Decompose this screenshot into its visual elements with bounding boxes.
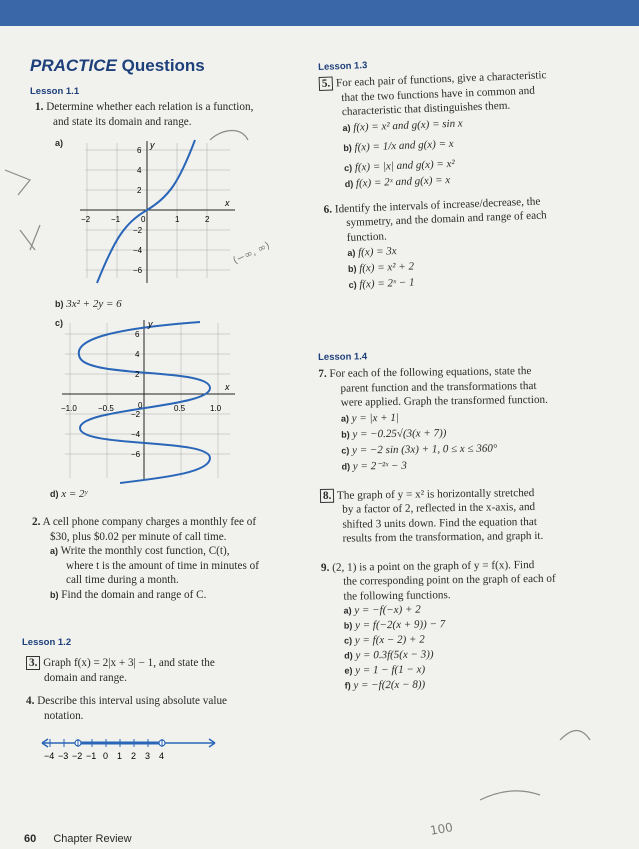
title-practice: PRACTICE: [30, 56, 117, 75]
tick-label: 0: [141, 215, 146, 224]
question-text-line: results from the transformation, and graph it.: [342, 529, 544, 545]
page-number: 60: [24, 833, 37, 845]
question-text-line: Determine whether each relation is a function,: [46, 101, 254, 113]
graph-a-y-label: y: [150, 140, 155, 150]
pencil-marks: [0, 100, 639, 840]
question-text-line: Graph f(x) = 2|x + 3| − 1, and state the: [43, 657, 215, 669]
question-text-line: $30, plus $0.02 per minute of call time.: [50, 530, 227, 543]
part-label-a: a): [50, 546, 59, 556]
part-label-b: b): [50, 589, 59, 600]
question-text-line: The graph of y = x² is horizontally stretched: [336, 486, 535, 502]
question-text-line: domain and range.: [44, 671, 127, 684]
tick-label: −2: [81, 215, 91, 224]
pencil-arc: [560, 731, 590, 740]
part-text: y = f(x − 2) + 2: [354, 633, 425, 647]
question-text-line: For each of the following equations, state the: [329, 365, 532, 380]
question-text-line: were applied. Graph the transformed function.: [340, 393, 548, 409]
tick-label: 1.0: [210, 404, 222, 413]
tick-label: 2: [137, 186, 142, 195]
part-label: d): [344, 650, 353, 661]
part-label: d): [341, 461, 351, 472]
question-number: 8.: [320, 488, 335, 502]
question-text-line: parent function and the transformations that: [340, 379, 537, 395]
part-text: f(x) = 3x: [357, 245, 397, 259]
pencil-arc: [480, 791, 540, 800]
part-text: f(x) = 2ˣ − 1: [359, 276, 415, 291]
graph-a-x-label: x: [225, 198, 230, 208]
tick-label: 1: [175, 215, 180, 224]
question-text-line: by a factor of 2, reflected in the x-axis, and: [342, 500, 536, 516]
part-label: b): [343, 142, 352, 153]
tick-label: 4: [135, 350, 140, 359]
number-line-label: 2: [131, 751, 137, 761]
pencil-note: (−∞, ∞): [231, 240, 272, 267]
tick-label: −1: [111, 215, 121, 224]
graph-c-x-label: x: [225, 382, 230, 392]
part-label: b): [347, 263, 357, 274]
tick-label: −1.0: [61, 404, 77, 413]
part-label: b): [343, 620, 353, 631]
part-text: y = −f(2(x − 8)): [353, 678, 426, 692]
part-label: a): [340, 413, 350, 424]
question-text-line: that the two functions have in common and: [341, 84, 536, 104]
pencil-check-mark: [5, 170, 30, 195]
part-label: c): [348, 279, 357, 290]
pencil-curve: [210, 131, 248, 140]
title-questions: Questions: [121, 56, 205, 75]
number-line-label: −1: [86, 751, 97, 761]
question-number: 7.: [318, 367, 327, 380]
question-text-line: call time during a month.: [66, 574, 179, 586]
part-text: y = |x + 1|: [351, 411, 399, 425]
tick-label: −0.5: [98, 404, 114, 413]
part-label: a): [342, 122, 351, 133]
question-number: 9.: [320, 561, 330, 574]
tick-label: −2: [131, 410, 141, 419]
lesson-heading-1-1: Lesson 1.1: [30, 86, 80, 97]
tick-label: 6: [135, 330, 140, 339]
number-line-label: 1: [117, 751, 123, 761]
part-text: f(x) = x² and g(x) = sin x: [353, 116, 463, 134]
part-label: c): [341, 445, 350, 456]
question-text-line: shifted 3 units down. Find the equation that: [342, 515, 538, 531]
question-number: 4.: [26, 695, 35, 707]
part-text: f(x) = 2ˣ and g(x) = x: [355, 173, 451, 190]
part-text: y = 0.3f(5(x − 3)): [355, 648, 434, 662]
question-text-line: the corresponding point on the graph of each of: [343, 572, 556, 588]
tick-label: 0: [138, 401, 143, 410]
tick-label: −6: [131, 450, 141, 459]
question-text-line: Write the monthly cost function, C(t),: [60, 545, 230, 557]
pencil-scribble: [20, 225, 40, 250]
graph-c-y-label: y: [148, 319, 153, 329]
part-text: f(x) = |x| and g(x) = x²: [354, 157, 455, 174]
question-text-line: (2, 1) is a point on the graph of y = f(x). Find: [332, 558, 535, 574]
lesson-heading-1-4: Lesson 1.4: [318, 351, 368, 363]
question-number: 3.: [26, 656, 40, 670]
chapter-label: Chapter Review: [53, 833, 132, 845]
question-text-line: For each pair of functions, give a characteristic: [335, 69, 547, 90]
question-text-line: A cell phone company charges a monthly fee of: [42, 516, 257, 528]
number-line-label: 0: [103, 751, 109, 761]
pencil-note: 100: [428, 820, 454, 838]
question-text-line: Identify the intervals of increase/decrease, the: [334, 195, 541, 215]
part-text: y = −2 sin (3x) + 1, 0 ≤ x ≤ 360°: [352, 442, 498, 457]
tick-label: 0.5: [174, 404, 186, 413]
part-text: y = −f(−x) + 2: [354, 603, 421, 617]
number-line-label: 3: [145, 751, 151, 761]
number-line-label: −2: [72, 751, 83, 761]
question-text-line: and state its domain and range.: [53, 115, 192, 128]
question-number: 5.: [319, 76, 334, 91]
part-label-b: b): [55, 299, 64, 309]
question-text-line: Find the domain and range of C.: [61, 588, 207, 601]
question-1b-text: 3x² + 2y = 6: [66, 298, 122, 310]
lesson-heading-1-2: Lesson 1.2: [22, 637, 72, 648]
number-line-label: −3: [58, 751, 69, 761]
part-label-a: a): [55, 138, 64, 148]
part-label: c): [343, 162, 353, 173]
part-text: f(x) = x² + 2: [358, 260, 415, 275]
part-label: d): [344, 178, 354, 189]
number-line-label: 4: [159, 751, 165, 761]
question-number: 2.: [32, 516, 41, 528]
part-text: y = f(−2(x + 9)) − 7: [354, 618, 446, 632]
tick-label: −4: [133, 246, 143, 255]
part-text: y = 1 − f(1 − x): [355, 663, 426, 677]
tick-label: 4: [137, 166, 142, 175]
part-label: c): [343, 635, 353, 646]
question-text-line: where t is the amount of time in minutes of: [66, 559, 259, 572]
part-label: e): [344, 665, 353, 676]
part-label-d: d): [50, 489, 59, 499]
part-text: f(x) = 1/x and g(x) = x: [354, 137, 454, 154]
question-text-line: function.: [346, 229, 388, 244]
part-text: y = 2⁻²ˣ − 3: [352, 459, 407, 473]
part-text: y = −0.25√(3(x + 7)): [352, 426, 447, 441]
question-1d-text: x = 2ʸ: [61, 488, 88, 500]
tick-label: −2: [133, 226, 143, 235]
question-text-line: symmetry, and the domain and range of each: [345, 209, 547, 230]
question-text-line: characteristic that distinguishes them.: [341, 99, 511, 119]
page-title: [30, 56, 205, 76]
tick-label: −4: [131, 430, 141, 439]
part-label: f): [344, 680, 351, 691]
question-number: 1.: [35, 101, 44, 113]
part-label: a): [343, 605, 352, 616]
tick-label: 6: [137, 146, 142, 155]
question-number: 6.: [323, 203, 333, 216]
part-label: b): [341, 429, 350, 440]
lesson-heading-1-3: Lesson 1.3: [318, 60, 368, 73]
part-label: a): [347, 247, 356, 259]
number-line-label: −4: [44, 751, 55, 761]
part-label-c: c): [55, 318, 64, 328]
tick-label: 2: [205, 215, 210, 224]
tick-label: 2: [135, 370, 140, 379]
question-text-line: notation.: [44, 709, 84, 722]
question-text-line: Describe this interval using absolute value: [37, 695, 228, 707]
tick-label: −6: [133, 266, 143, 275]
question-text-line: the following functions.: [343, 588, 451, 603]
